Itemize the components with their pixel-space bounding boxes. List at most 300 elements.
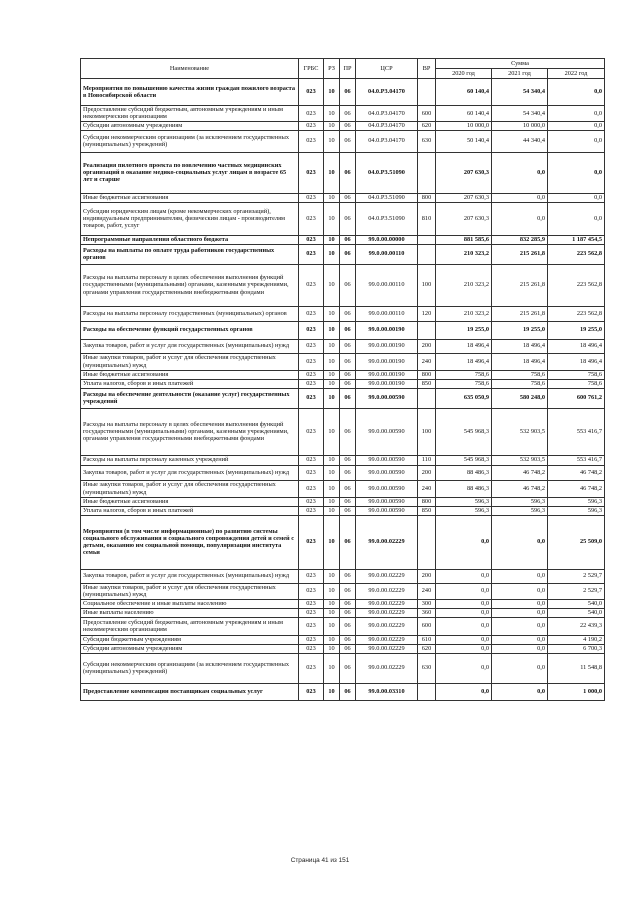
header-vr: ВР [418, 59, 436, 79]
sum-2021-cell: 19 255,0 [492, 321, 548, 339]
grbs-cell: 023 [299, 130, 324, 152]
sum-2020-cell: 210 323,2 [436, 306, 492, 321]
grbs-cell: 023 [299, 506, 324, 515]
sum-2020-cell: 207 630,3 [436, 193, 492, 202]
csr-cell: 99.0.00.02229 [356, 644, 418, 653]
csr-cell: 99.0.00.02229 [356, 617, 418, 635]
sum-2021-cell: 10 000,0 [492, 121, 548, 130]
grbs-cell: 023 [299, 465, 324, 480]
vr-cell [418, 515, 436, 569]
vr-cell: 600 [418, 106, 436, 122]
sum-2020-cell: 18 496,4 [436, 339, 492, 353]
vr-cell: 120 [418, 306, 436, 321]
sum-2021-cell: 46 748,2 [492, 480, 548, 497]
sum-2020-cell: 19 255,0 [436, 321, 492, 339]
csr-cell: 99.0.00.00590 [356, 497, 418, 506]
table-row [81, 339, 605, 353]
table-row [81, 121, 605, 130]
table-row [81, 506, 605, 515]
budget-table [80, 58, 605, 701]
csr-cell: 04.0.P3.51090 [356, 202, 418, 235]
table-row [81, 379, 605, 388]
pr-cell: 06 [340, 152, 356, 193]
sum-2022-cell: 2 529,7 [548, 583, 605, 599]
grbs-cell: 023 [299, 635, 324, 644]
pr-cell: 06 [340, 379, 356, 388]
vr-cell [418, 321, 436, 339]
grbs-cell: 023 [299, 202, 324, 235]
grbs-cell: 023 [299, 370, 324, 379]
pr-cell: 06 [340, 644, 356, 653]
sum-2021-cell: 0,0 [492, 653, 548, 683]
vr-cell: 200 [418, 465, 436, 480]
csr-cell: 04.0.P3.51090 [356, 152, 418, 193]
csr-cell: 04.0.P3.51090 [356, 193, 418, 202]
table-row [81, 202, 605, 235]
sum-2022-cell: 4 190,2 [548, 635, 605, 644]
row-name: Иные закупки товаров, работ и услуг для обеспечения государственных (муниципальных) нужд [81, 480, 299, 497]
pr-cell: 06 [340, 321, 356, 339]
table-row [81, 569, 605, 583]
row-name: Субсидии некоммерческим организациям (за исключением государственных (муниципальных) учреждений) [81, 653, 299, 683]
table-row [81, 106, 605, 122]
row-name: Расходы на выплаты персоналу государственных (муниципальных) органов [81, 306, 299, 321]
table-row [81, 653, 605, 683]
grbs-cell: 023 [299, 683, 324, 700]
sum-2020-cell: 60 140,4 [436, 79, 492, 106]
pr-cell: 06 [340, 408, 356, 455]
sum-2021-cell: 0,0 [492, 583, 548, 599]
sum-2020-cell: 207 630,3 [436, 202, 492, 235]
rz-cell: 10 [324, 408, 340, 455]
sum-2021-cell: 596,3 [492, 506, 548, 515]
sum-2020-cell: 0,0 [436, 569, 492, 583]
sum-2021-cell: 532 903,5 [492, 408, 548, 455]
row-name: Расходы на выплаты по оплате труда работников государственных органов [81, 244, 299, 264]
rz-cell: 10 [324, 106, 340, 122]
pr-cell: 06 [340, 130, 356, 152]
sum-2020-cell: 0,0 [436, 515, 492, 569]
table-row [81, 644, 605, 653]
page-number: Страница 41 из 151 [290, 857, 350, 864]
sum-2022-cell: 11 548,8 [548, 653, 605, 683]
rz-cell: 10 [324, 339, 340, 353]
sum-2022-cell: 600 761,2 [548, 388, 605, 408]
sum-2020-cell: 0,0 [436, 644, 492, 653]
sum-2021-cell: 0,0 [492, 644, 548, 653]
sum-2021-cell: 215 261,8 [492, 306, 548, 321]
row-name: Субсидии некоммерческим организациям (за исключением государственных (муниципальных) учреждений) [81, 130, 299, 152]
vr-cell [418, 244, 436, 264]
grbs-cell: 023 [299, 644, 324, 653]
row-name: Уплата налогов, сборов и иных платежей [81, 506, 299, 515]
sum-2021-cell: 0,0 [492, 202, 548, 235]
pr-cell: 06 [340, 653, 356, 683]
grbs-cell: 023 [299, 480, 324, 497]
table-row [81, 480, 605, 497]
csr-cell: 99.0.00.02229 [356, 569, 418, 583]
pr-cell: 06 [340, 455, 356, 465]
vr-cell: 100 [418, 408, 436, 455]
vr-cell: 620 [418, 121, 436, 130]
table-row [81, 617, 605, 635]
rz-cell: 10 [324, 506, 340, 515]
rz-cell: 10 [324, 121, 340, 130]
rz-cell: 10 [324, 379, 340, 388]
csr-cell: 99.0.00.02229 [356, 608, 418, 617]
row-name: Непрограммные направления областного бюджета [81, 235, 299, 244]
vr-cell: 800 [418, 370, 436, 379]
vr-cell: 240 [418, 480, 436, 497]
table-row [81, 515, 605, 569]
pr-cell: 06 [340, 506, 356, 515]
sum-2022-cell: 2 529,7 [548, 569, 605, 583]
vr-cell [418, 152, 436, 193]
row-name: Расходы на выплаты персоналу в целях обеспечения выполнения функций государственными (муниципальными) органами, казенными учреждениями, органами управления государственными внебюджетными фондами [81, 408, 299, 455]
row-name: Иные закупки товаров, работ и услуг для обеспечения государственных (муниципальных) нужд [81, 353, 299, 370]
table-row [81, 408, 605, 455]
csr-cell: 99.0.00.02229 [356, 599, 418, 608]
sum-2020-cell: 596,3 [436, 497, 492, 506]
sum-2022-cell: 540,0 [548, 608, 605, 617]
rz-cell: 10 [324, 130, 340, 152]
sum-2022-cell: 22 439,3 [548, 617, 605, 635]
header-pr: ПР [340, 59, 356, 79]
vr-cell: 630 [418, 130, 436, 152]
rz-cell: 10 [324, 455, 340, 465]
rz-cell: 10 [324, 569, 340, 583]
sum-2022-cell: 223 562,8 [548, 264, 605, 306]
csr-cell: 99.0.00.00190 [356, 353, 418, 370]
sum-2022-cell: 758,6 [548, 370, 605, 379]
vr-cell: 850 [418, 506, 436, 515]
table-row [81, 79, 605, 106]
vr-cell [418, 683, 436, 700]
vr-cell [418, 79, 436, 106]
grbs-cell: 023 [299, 583, 324, 599]
pr-cell: 06 [340, 583, 356, 599]
sum-2020-cell: 758,6 [436, 370, 492, 379]
sum-2022-cell: 0,0 [548, 152, 605, 193]
rz-cell: 10 [324, 644, 340, 653]
grbs-cell: 023 [299, 497, 324, 506]
row-name: Расходы на выплаты персоналу казенных учреждений [81, 455, 299, 465]
sum-2022-cell: 18 496,4 [548, 339, 605, 353]
pr-cell: 06 [340, 339, 356, 353]
sum-2020-cell: 210 323,2 [436, 264, 492, 306]
table-row [81, 497, 605, 506]
grbs-cell: 023 [299, 455, 324, 465]
pr-cell: 06 [340, 235, 356, 244]
sum-2022-cell: 223 562,8 [548, 244, 605, 264]
rz-cell: 10 [324, 635, 340, 644]
table-row [81, 465, 605, 480]
pr-cell: 06 [340, 497, 356, 506]
sum-2021-cell: 758,6 [492, 379, 548, 388]
sum-2021-cell: 54 340,4 [492, 106, 548, 122]
sum-2021-cell: 0,0 [492, 193, 548, 202]
table-row [81, 455, 605, 465]
table-row [81, 235, 605, 244]
pr-cell: 06 [340, 480, 356, 497]
csr-cell: 04.0.P3.04170 [356, 130, 418, 152]
sum-2021-cell: 0,0 [492, 515, 548, 569]
sum-2020-cell: 0,0 [436, 683, 492, 700]
grbs-cell: 023 [299, 121, 324, 130]
csr-cell: 99.0.00.03310 [356, 683, 418, 700]
sum-2022-cell: 19 255,0 [548, 321, 605, 339]
pr-cell: 06 [340, 244, 356, 264]
sum-2022-cell: 6 700,3 [548, 644, 605, 653]
grbs-cell: 023 [299, 339, 324, 353]
sum-2022-cell: 1 000,0 [548, 683, 605, 700]
sum-2022-cell: 1 187 454,5 [548, 235, 605, 244]
sum-2020-cell: 545 968,3 [436, 408, 492, 455]
sum-2022-cell: 540,0 [548, 599, 605, 608]
row-name: Иные бюджетные ассигнования [81, 497, 299, 506]
csr-cell: 04.0.P3.04170 [356, 121, 418, 130]
csr-cell: 99.0.00.00190 [356, 379, 418, 388]
sum-2021-cell: 0,0 [492, 617, 548, 635]
header-grbs: ГРБС [299, 59, 324, 79]
csr-cell: 04.0.P3.04170 [356, 106, 418, 122]
grbs-cell: 023 [299, 321, 324, 339]
sum-2021-cell: 0,0 [492, 599, 548, 608]
sum-2021-cell: 46 748,2 [492, 465, 548, 480]
pr-cell: 06 [340, 617, 356, 635]
grbs-cell: 023 [299, 244, 324, 264]
sum-2021-cell: 758,6 [492, 370, 548, 379]
sum-2020-cell: 0,0 [436, 653, 492, 683]
sum-2020-cell: 0,0 [436, 599, 492, 608]
csr-cell: 99.0.00.00110 [356, 264, 418, 306]
pr-cell: 06 [340, 370, 356, 379]
csr-cell: 99.0.00.02229 [356, 515, 418, 569]
pr-cell: 06 [340, 608, 356, 617]
sum-2021-cell: 0,0 [492, 683, 548, 700]
row-name: Иные выплаты населению [81, 608, 299, 617]
pr-cell: 06 [340, 306, 356, 321]
csr-cell: 99.0.00.02229 [356, 653, 418, 683]
grbs-cell: 023 [299, 193, 324, 202]
row-name: Социальное обеспечение и иные выплаты населению [81, 599, 299, 608]
vr-cell: 240 [418, 583, 436, 599]
row-name: Предоставление компенсации поставщикам социальных услуг [81, 683, 299, 700]
sum-2021-cell: 0,0 [492, 608, 548, 617]
csr-cell: 04.0.P3.04170 [356, 79, 418, 106]
sum-2020-cell: 0,0 [436, 617, 492, 635]
sum-2021-cell: 54 340,4 [492, 79, 548, 106]
vr-cell: 110 [418, 455, 436, 465]
grbs-cell: 023 [299, 106, 324, 122]
table-row [81, 264, 605, 306]
table-row [81, 130, 605, 152]
pr-cell: 06 [340, 79, 356, 106]
rz-cell: 10 [324, 321, 340, 339]
sum-2022-cell: 0,0 [548, 193, 605, 202]
vr-cell: 600 [418, 617, 436, 635]
rz-cell: 10 [324, 480, 340, 497]
row-name: Расходы на обеспечение функций государственных органов [81, 321, 299, 339]
csr-cell: 99.0.00.00190 [356, 321, 418, 339]
row-name: Закупка товаров, работ и услуг для государственных (муниципальных) нужд [81, 339, 299, 353]
grbs-cell: 023 [299, 608, 324, 617]
sum-2021-cell: 215 261,8 [492, 244, 548, 264]
header-year-2022: 2022 год [548, 69, 605, 79]
sum-2022-cell: 553 416,7 [548, 455, 605, 465]
vr-cell: 300 [418, 599, 436, 608]
sum-2021-cell: 0,0 [492, 569, 548, 583]
csr-cell: 99.0.00.02229 [356, 583, 418, 599]
sum-2022-cell: 596,3 [548, 506, 605, 515]
sum-2020-cell: 0,0 [436, 635, 492, 644]
sum-2022-cell: 46 748,2 [548, 465, 605, 480]
rz-cell: 10 [324, 599, 340, 608]
sum-2020-cell: 545 968,3 [436, 455, 492, 465]
pr-cell: 06 [340, 635, 356, 644]
grbs-cell: 023 [299, 353, 324, 370]
pr-cell: 06 [340, 515, 356, 569]
row-name: Расходы на обеспечение деятельности (оказание услуг) государственных учреждений [81, 388, 299, 408]
table-row [81, 193, 605, 202]
grbs-cell: 023 [299, 408, 324, 455]
header-rz: РЗ [324, 59, 340, 79]
rz-cell: 10 [324, 388, 340, 408]
pr-cell: 06 [340, 353, 356, 370]
csr-cell: 99.0.00.00110 [356, 244, 418, 264]
row-name: Мероприятия по повышению качества жизни граждан пожилого возраста в Новосибирской области [81, 79, 299, 106]
rz-cell: 10 [324, 202, 340, 235]
rz-cell: 10 [324, 353, 340, 370]
sum-2020-cell: 635 050,9 [436, 388, 492, 408]
sum-2021-cell: 44 340,4 [492, 130, 548, 152]
rz-cell: 10 [324, 653, 340, 683]
csr-cell: 99.0.00.00590 [356, 455, 418, 465]
vr-cell: 240 [418, 353, 436, 370]
grbs-cell: 023 [299, 599, 324, 608]
grbs-cell: 023 [299, 617, 324, 635]
sum-2022-cell: 223 562,8 [548, 306, 605, 321]
pr-cell: 06 [340, 599, 356, 608]
grbs-cell: 023 [299, 264, 324, 306]
sum-2022-cell: 0,0 [548, 130, 605, 152]
sum-2022-cell: 758,6 [548, 379, 605, 388]
rz-cell: 10 [324, 497, 340, 506]
table-row [81, 608, 605, 617]
row-name: Предоставление субсидий бюджетным, автономным учреждениям и иным некоммерческим организациям [81, 106, 299, 122]
grbs-cell: 023 [299, 152, 324, 193]
grbs-cell: 023 [299, 235, 324, 244]
row-name: Реализация пилотного проекта по вовлечению частных медицинских организаций в оказание медико-социальных услуг лицам в возрасте 65 лет и старше [81, 152, 299, 193]
vr-cell: 800 [418, 193, 436, 202]
row-name: Мероприятия (в том числе информационные) по развитию системы социального обслуживания и социального сопровождения детей и семей с детьми, оказанию им социальной помощи, популяризации института семьи [81, 515, 299, 569]
header-sum: Сумма [436, 59, 605, 69]
table-row [81, 244, 605, 264]
vr-cell: 800 [418, 497, 436, 506]
rz-cell: 10 [324, 79, 340, 106]
rz-cell: 10 [324, 515, 340, 569]
pr-cell: 06 [340, 106, 356, 122]
pr-cell: 06 [340, 193, 356, 202]
csr-cell: 99.0.00.00190 [356, 339, 418, 353]
grbs-cell: 023 [299, 306, 324, 321]
pr-cell: 06 [340, 264, 356, 306]
header-csr: ЦСР [356, 59, 418, 79]
grbs-cell: 023 [299, 388, 324, 408]
header-year-2020: 2020 год [436, 69, 492, 79]
sum-2020-cell: 88 486,3 [436, 480, 492, 497]
row-name: Субсидии юридическим лицам (кроме некоммерческих организаций), индивидуальным предпринимателям, физическим лицам - производителям товаров, работ, услуг [81, 202, 299, 235]
csr-cell: 99.0.00.00590 [356, 388, 418, 408]
vr-cell: 630 [418, 653, 436, 683]
sum-2020-cell: 60 140,4 [436, 106, 492, 122]
rz-cell: 10 [324, 583, 340, 599]
sum-2020-cell: 0,0 [436, 583, 492, 599]
sum-2020-cell: 596,3 [436, 506, 492, 515]
sum-2022-cell: 0,0 [548, 121, 605, 130]
sum-2020-cell: 758,6 [436, 379, 492, 388]
sum-2022-cell: 596,3 [548, 497, 605, 506]
sum-2020-cell: 10 000,0 [436, 121, 492, 130]
rz-cell: 10 [324, 608, 340, 617]
sum-2022-cell: 0,0 [548, 202, 605, 235]
rz-cell: 10 [324, 683, 340, 700]
pr-cell: 06 [340, 683, 356, 700]
sum-2021-cell: 580 248,0 [492, 388, 548, 408]
csr-cell: 99.0.00.00590 [356, 506, 418, 515]
sum-2022-cell: 18 496,4 [548, 353, 605, 370]
rz-cell: 10 [324, 264, 340, 306]
grbs-cell: 023 [299, 653, 324, 683]
sum-2022-cell: 0,0 [548, 106, 605, 122]
vr-cell: 200 [418, 339, 436, 353]
sum-2021-cell: 832 285,9 [492, 235, 548, 244]
sum-2021-cell: 532 903,5 [492, 455, 548, 465]
row-name: Иные бюджетные ассигнования [81, 193, 299, 202]
row-name: Субсидии бюджетным учреждениям [81, 635, 299, 644]
row-name: Субсидии автономным учреждениям [81, 644, 299, 653]
table-row [81, 321, 605, 339]
sum-2020-cell: 50 140,4 [436, 130, 492, 152]
row-name: Закупка товаров, работ и услуг для государственных (муниципальных) нужд [81, 465, 299, 480]
table-row [81, 599, 605, 608]
rz-cell: 10 [324, 617, 340, 635]
vr-cell [418, 388, 436, 408]
rz-cell: 10 [324, 235, 340, 244]
row-name: Закупка товаров, работ и услуг для государственных (муниципальных) нужд [81, 569, 299, 583]
row-name: Субсидии автономным учреждениям [81, 121, 299, 130]
table-row [81, 306, 605, 321]
sum-2021-cell: 596,3 [492, 497, 548, 506]
vr-cell: 610 [418, 635, 436, 644]
sum-2020-cell: 210 323,2 [436, 244, 492, 264]
pr-cell: 06 [340, 569, 356, 583]
vr-cell: 360 [418, 608, 436, 617]
sum-2020-cell: 207 630,3 [436, 152, 492, 193]
table-row [81, 635, 605, 644]
vr-cell: 810 [418, 202, 436, 235]
vr-cell [418, 235, 436, 244]
sum-2021-cell: 0,0 [492, 152, 548, 193]
sum-2020-cell: 88 486,3 [436, 465, 492, 480]
csr-cell: 99.0.00.00590 [356, 480, 418, 497]
pr-cell: 06 [340, 388, 356, 408]
sum-2022-cell: 0,0 [548, 79, 605, 106]
csr-cell: 99.0.00.00000 [356, 235, 418, 244]
rz-cell: 10 [324, 152, 340, 193]
vr-cell: 850 [418, 379, 436, 388]
sum-2020-cell: 18 496,4 [436, 353, 492, 370]
